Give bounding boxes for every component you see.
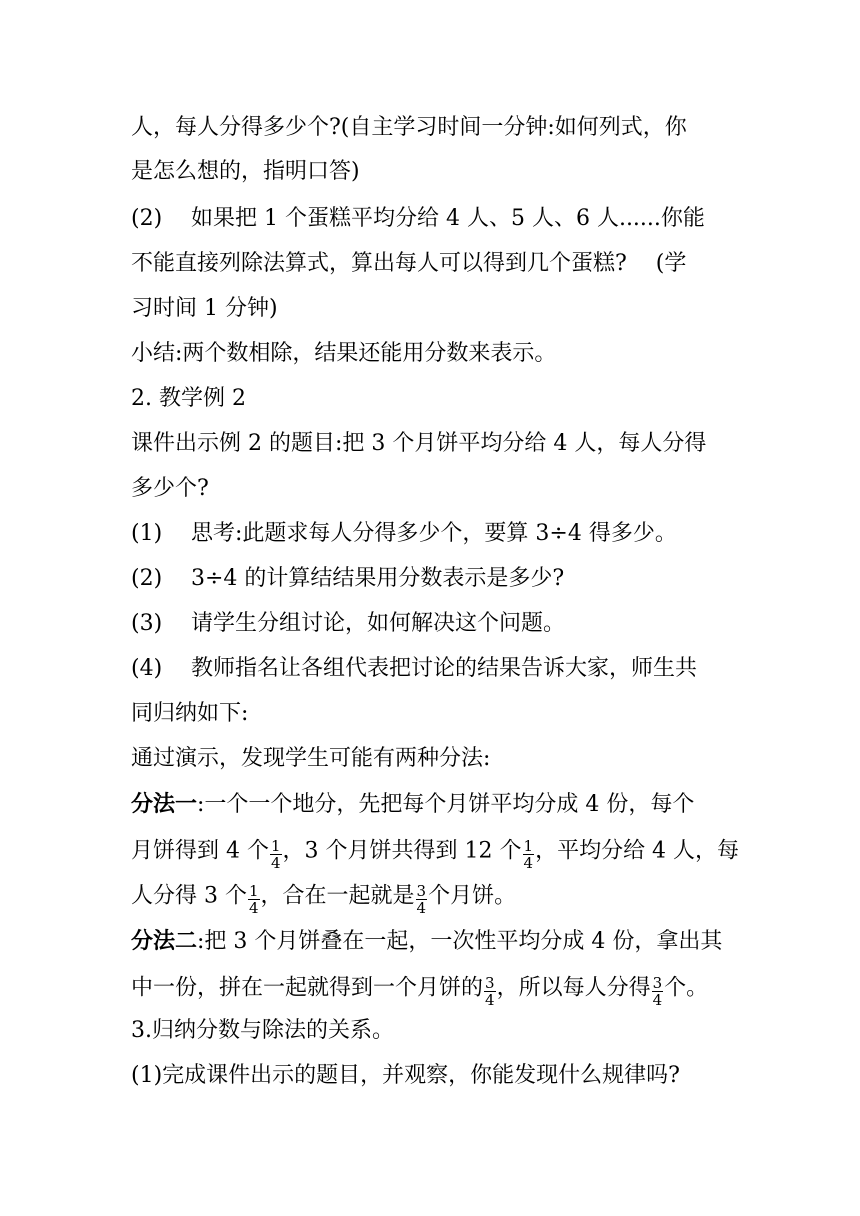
- method-two-text: :把 3 个月饼叠在一起，一次性平均分成 4 份，拿出其: [197, 929, 723, 954]
- list-number: (2): [131, 566, 163, 591]
- paragraph-line: 人，每人分得多少个?(自主学习时间一分钟:如何列式，你: [131, 115, 687, 140]
- list-item: [131, 520, 677, 548]
- fraction-numerator: 1: [248, 882, 259, 900]
- paragraph-line: 通过演示，发现学生可能有两种分法:: [131, 746, 491, 771]
- paragraph-line: 是怎么想的，指明口答): [131, 159, 360, 184]
- section-heading: 2. 教学例 2: [131, 386, 246, 411]
- list-number: (1): [131, 521, 163, 546]
- method-one-line: [131, 790, 694, 819]
- method-two-text: ，所以每人分得: [496, 975, 651, 1001]
- list-text: 教师指名让各组代表把讨论的结果告诉大家，师生共: [191, 656, 698, 681]
- paragraph-line: 同归纳如下:: [131, 701, 249, 726]
- list-item: [131, 565, 564, 593]
- list-number: (2): [131, 206, 163, 231]
- method-one-text: 人分得 3 个: [131, 883, 247, 909]
- paragraph-line: 习时间 1 分钟): [131, 296, 278, 321]
- method-two-label: 分法二: [131, 928, 198, 954]
- list-text: 请学生分组讨论，如何解决这个问题。: [191, 611, 566, 636]
- paragraph-line: (1)完成课件出示的题目，并观察，你能发现什么规律吗?: [131, 1063, 680, 1088]
- fraction-numerator: 3: [416, 882, 427, 900]
- list-item: [131, 610, 565, 638]
- method-two-text: 个。: [664, 975, 709, 1001]
- method-one-text: ，3 个月饼共得到 12 个: [282, 838, 522, 864]
- fraction-three-quarters: [416, 883, 428, 916]
- fraction-denominator: 4: [270, 854, 281, 872]
- method-one-text: :一个一个地分，先把每个月饼平均分成 4 份，每个: [197, 792, 695, 817]
- list-text: 如果把 1 个蛋糕平均分给 4 人、5 人、6 人......你能: [191, 206, 705, 231]
- method-two-text: 中一份，拼在一起就得到一个月饼的: [131, 975, 484, 1001]
- method-two-line: [131, 927, 722, 956]
- list-number: (3): [131, 611, 163, 636]
- fraction-numerator: 1: [523, 837, 534, 855]
- fraction-denominator: 4: [652, 991, 663, 1009]
- method-one-text: 个月饼。: [428, 883, 517, 909]
- fraction-three-quarters: [484, 975, 496, 1008]
- method-one-text: ，平均分给 4 人，每: [535, 838, 740, 864]
- list-item: [131, 205, 705, 233]
- method-one-label: 分法一: [131, 791, 198, 817]
- fraction-denominator: 4: [523, 854, 534, 872]
- method-one-line: [131, 880, 517, 917]
- fraction-numerator: 3: [652, 974, 663, 992]
- fraction-denominator: 4: [416, 899, 427, 917]
- list-text: 思考:此题求每人分得多少个，要算 3÷4 得多少。: [191, 521, 677, 546]
- fraction-denominator: 4: [248, 899, 259, 917]
- fraction-one-quarter: [523, 838, 535, 871]
- method-one-line: [131, 835, 740, 872]
- fraction-one-quarter: [270, 838, 282, 871]
- list-number: (4): [131, 656, 163, 681]
- paragraph-line: 多少个?: [131, 476, 209, 501]
- method-one-text: ，合在一起就是: [260, 883, 415, 909]
- list-item: [131, 655, 697, 683]
- section-heading: 3.归纳分数与除法的关系。: [131, 1018, 394, 1043]
- summary-line: 小结:两个数相除，结果还能用分数来表示。: [131, 341, 557, 366]
- paragraph-line: 不能直接列除法算式，算出每人可以得到几个蛋糕? (学: [131, 251, 687, 276]
- method-two-line: [131, 972, 709, 1009]
- fraction-numerator: 3: [485, 974, 495, 992]
- fraction-numerator: 1: [270, 837, 281, 855]
- paragraph-line: 课件出示例 2 的题目:把 3 个月饼平均分给 4 人，每人分得: [131, 431, 707, 456]
- fraction-three-quarters: [652, 975, 664, 1008]
- list-text: 3÷4 的计算结结果用分数表示是多少?: [191, 566, 565, 591]
- method-one-text: 月饼得到 4 个: [131, 838, 269, 864]
- fraction-denominator: 4: [485, 991, 495, 1009]
- fraction-one-quarter: [248, 883, 260, 916]
